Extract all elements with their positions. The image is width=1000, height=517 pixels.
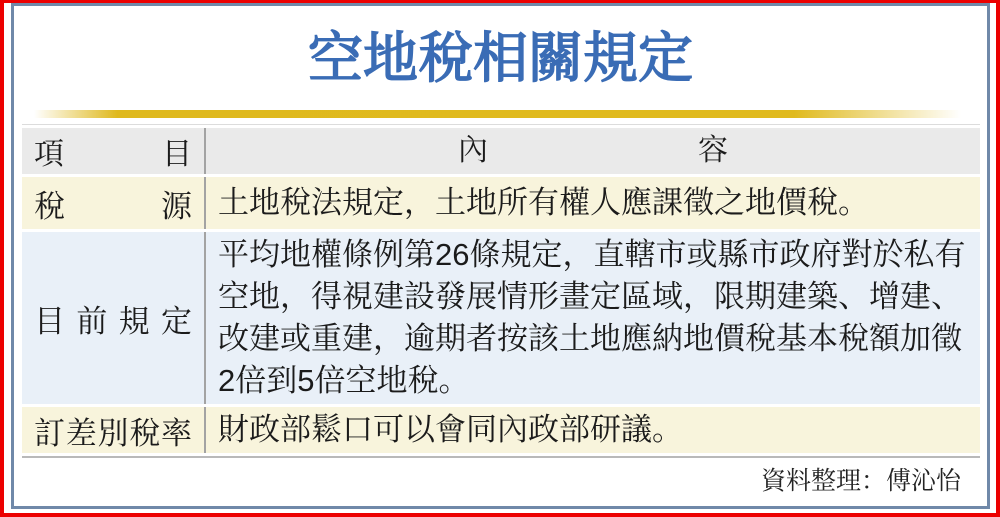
regulations-table <box>22 124 980 458</box>
column-header-content: 內 容 <box>458 134 728 167</box>
table-row-differential-rate <box>22 407 980 453</box>
column-header-item: 項目 <box>22 128 206 174</box>
row-label: 稅源 <box>22 177 206 229</box>
credit-line: 資料整理：傅沁怡 <box>760 467 961 495</box>
row-content: 土地稅法規定，土地所有權人應課徵之地價稅。 <box>218 185 869 220</box>
row-content: 平均地權條例第26條規定，直轄市或縣市政府對於私有空地，得視建設發展情形畫定區域，限期建築、增建、改建或重建，逾期者按該土地應納地價稅基本稅額加徵2倍到5倍空地稅。 <box>218 237 966 398</box>
title-underline-bar <box>34 110 961 118</box>
row-label: 訂差別稅率 <box>22 407 206 453</box>
row-label: 目前規定 <box>22 232 206 404</box>
table-row-current-rules <box>22 232 980 404</box>
row-content: 財政部鬆口可以會同內政部研議。 <box>218 412 683 447</box>
table-row-tax-source <box>22 177 980 229</box>
page-frame <box>11 3 990 509</box>
page-title: 空地稅相關規定 <box>307 27 693 89</box>
table-header-row <box>22 128 980 174</box>
